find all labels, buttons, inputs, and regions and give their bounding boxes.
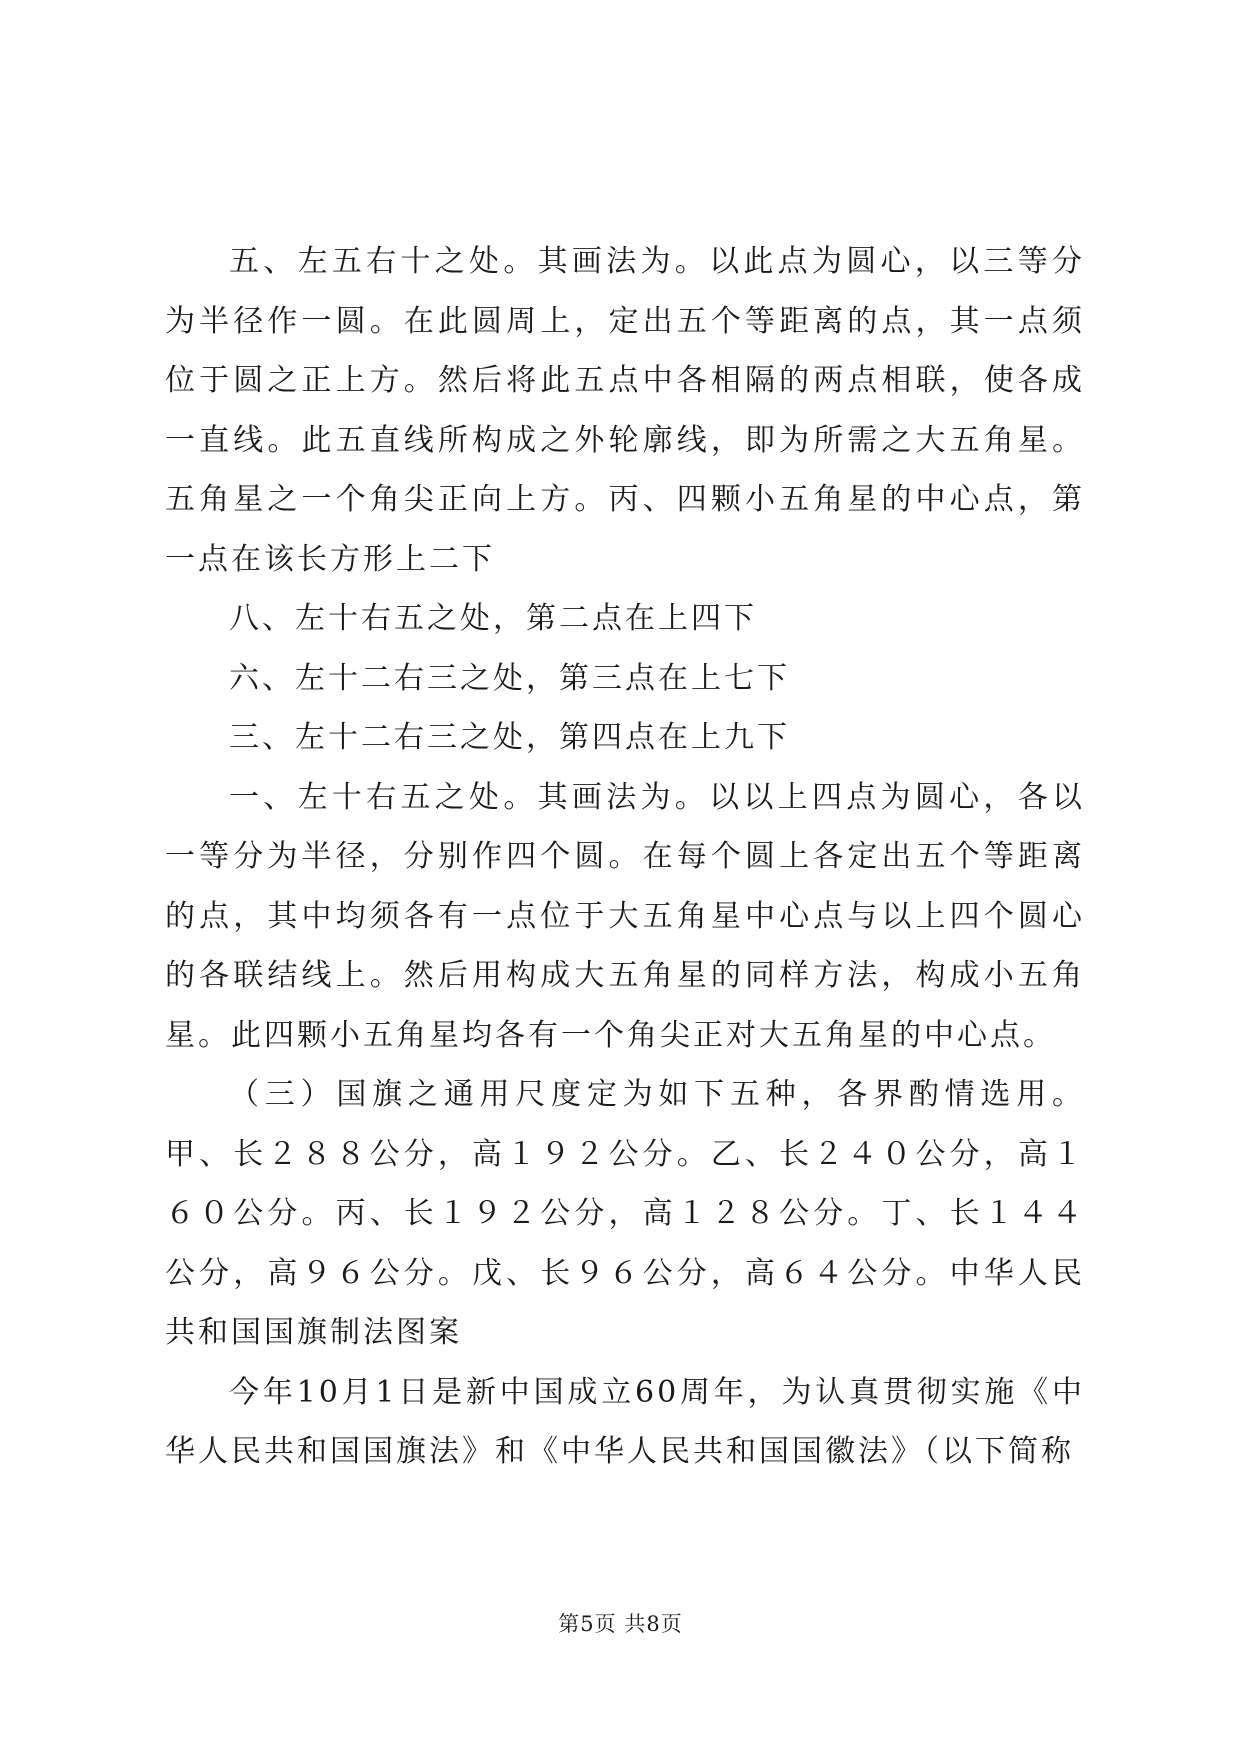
document-body bbox=[165, 232, 1085, 1482]
paragraph-small-stars-method: 一、左十右五之处。其画法为。以以上四点为圆心，各以一等分为半径，分别作四个圆。在每个圆上各定出五个等距离的点，其中均须各有一点位于大五角星中心点与以上四个圆心的各联结线上。然后用构成大五角星的同样方法，构成小五角星。此四颗小五角星均各有一个角尖正对大五角星的中心点。 bbox=[165, 779, 1085, 1053]
paragraph-anniversary: 今年10月1日是新中国成立60周年，为认真贯彻实施《中华人民共和国国旗法》和《中华人民共和国国徽法》（以下简称 bbox=[165, 1374, 1085, 1469]
paragraph-second-point: 八、左十右五之处，第二点在上四下 bbox=[229, 601, 757, 636]
paragraph-third-point: 六、左十二右三之处，第三点在上七下 bbox=[229, 660, 790, 696]
paragraph-fourth-point: 三、左十二右三之处，第四点在上九下 bbox=[229, 720, 790, 755]
paragraph-flag-sizes: （三）国旗之通用尺度定为如下五种，各界酌情选用。甲、长２８８公分，高１９２公分。乙、长２４０公分，高１６０公分。丙、长１９２公分，高１２８公分。丁、长１４４公分，高９６公分。戊、长９６公分，高６４公分。中华人民共和国国旗制法图案 bbox=[165, 1077, 1085, 1350]
page-footer: 第5页 共8页 bbox=[558, 1612, 683, 1636]
paragraph-star-drawing-method: 五、左五右十之处。其画法为。以此点为圆心，以三等分为半径作一圆。在此圆周上，定出五个等距离的点，其一点须位于圆之正上方。然后将此五点中各相隔的两点相联，使各成一直线。此五直线所构成之外轮廓线，即为所需之大五角星。五角星之一个角尖正向上方。丙、四颗小五角星的中心点，第一点在该长方形上二下 bbox=[165, 244, 1085, 577]
